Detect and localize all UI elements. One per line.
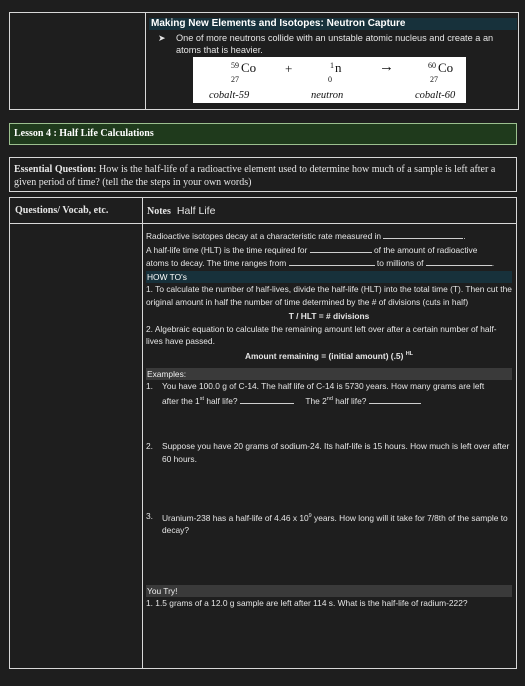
intro-text-2b: of the amount of radioactive [374,244,478,255]
formula-amount-text: Amount remaining = (initial amount) (.5) [244,350,404,361]
example-3-number: 3. [146,511,153,522]
lesson-title-bar: Lesson 4 : Half Life Calculations [9,123,517,145]
neutron-name: neutron [311,90,344,101]
formula-exponent: HL [405,350,414,357]
you-try-heading: You Try! [146,585,512,598]
example-3-text [162,510,512,537]
howto-step-1: 1. To calculate the number of half-lives, divide the half-life (HLT) into the total time (T). Then cut the original amount in half the number of time determined by the # of divisions (cuts in half) [146,284,512,307]
intro-line-2 [146,243,512,257]
example-2 [146,440,512,465]
intro-line-3: atoms to decay. The time ranges from to millions of . [146,258,495,268]
blank-range-min[interactable] [289,256,375,266]
header-divider [10,223,516,224]
intro-text-3b: to millions of [376,258,424,268]
ordinal-suffix: nd [326,395,333,402]
cobalt60-name: cobalt-60 [415,90,456,101]
notes-label: Notes [147,206,171,217]
blank-rate-unit[interactable] [383,229,463,239]
example-1 [146,380,512,407]
cobalt59-atomic-number: 27 [231,75,239,84]
howto-step-2: 2. Algebraic equation to calculate the remaining amount left over after a certain number of half-lives have passed. [146,323,497,346]
neutron-mass-number: 1 [330,61,334,70]
exponent: 9 [308,513,312,520]
plus-sign: + [285,61,293,76]
essential-question-label: Essential Question: [14,164,97,175]
cobalt59-mass-number: 59 [231,61,239,70]
blank-fraction[interactable] [310,243,372,253]
notes-content [146,229,512,610]
nuclear-equation-image [193,57,466,103]
neutron-symbol: n [335,60,342,75]
questions-column-header: Questions/ Vocab, etc. [15,205,109,216]
example-1-q2-end: half life? [332,395,367,406]
cobalt60-atomic-number: 27 [430,75,438,84]
example-3-text-a: Uranium-238 has a half-life of 4.46 x 10 [162,512,309,523]
you-try-item-1: 1. 1.5 grams of a 12.0 g sample are left after 114 s. What is the half-life of radium-222? [146,598,468,609]
notes-topic: Half Life [176,205,216,217]
cobalt60-mass-number: 60 [428,61,436,70]
intro-text-2a: A half-life time (HLT) is the time required for [146,244,308,255]
cornell-notes-table [9,197,517,669]
example-1-text: You have 100.0 g of C-14. The half life of C-14 is 5730 years. How many grams are left [162,381,485,392]
example-1-questions [162,393,512,407]
example-1-q2-text: The 2 [305,395,327,406]
cobalt59-symbol: Co [241,60,257,75]
blank-answer-2[interactable] [369,394,421,404]
neutron-capture-heading: Making New Elements and Isotopes: Neutron Capture [149,18,517,30]
column-divider [142,198,143,668]
example-3 [146,510,512,537]
blank-answer-1[interactable] [240,394,294,404]
bullet-text: One of more neutrons collide with an unstable atomic nucleus and create a an atoms that is heavier. [176,33,494,55]
cobalt59-name: cobalt-59 [209,90,250,101]
example-2-number: 2. [146,441,153,452]
example-1-number: 1. [146,381,153,392]
ordinal-suffix: st [199,395,204,402]
neutron-capture-bullet [158,32,516,56]
example-2-text: Suppose you have 20 grams of sodium-24. Its half-life is 15 hours. How much is left over after 60 hours. [162,441,510,464]
reaction-arrow-icon: → [379,59,394,75]
example-3-text-b: years. How long will it take for 7/8th of the sample to decay? [162,512,508,536]
examples-heading: Examples: [146,368,512,381]
essential-question-box [9,157,517,192]
neutron-capture-table [9,12,519,110]
neutron-atomic-number: 0 [328,75,332,84]
blank-range-max[interactable] [426,256,492,266]
cobalt60-symbol: Co [438,60,454,75]
formula-divisions: T / HLT = # divisions [288,311,370,321]
example-1-q1-end: half life? [204,395,238,406]
intro-text-1: Radioactive isotopes decay at a characteristic rate measured in [146,231,382,241]
formula-amount-remaining [146,348,512,362]
intro-line-1: Radioactive isotopes decay at a characteristic rate measured in . [146,231,466,241]
essential-question-text: How is the half-life of a radioactive element used to determine how much of a sample is left after a given period of time? (tell the the steps in your own words) [14,164,496,188]
notes-column-header [147,205,215,217]
column-divider [145,13,146,109]
intro-text-3a: atoms to decay. The time ranges from [146,258,287,268]
arrow-bullet-icon: ➤ [158,33,166,43]
howto-heading: HOW TO's [146,271,512,284]
example-1-q1-text: after the 1 [162,395,200,406]
